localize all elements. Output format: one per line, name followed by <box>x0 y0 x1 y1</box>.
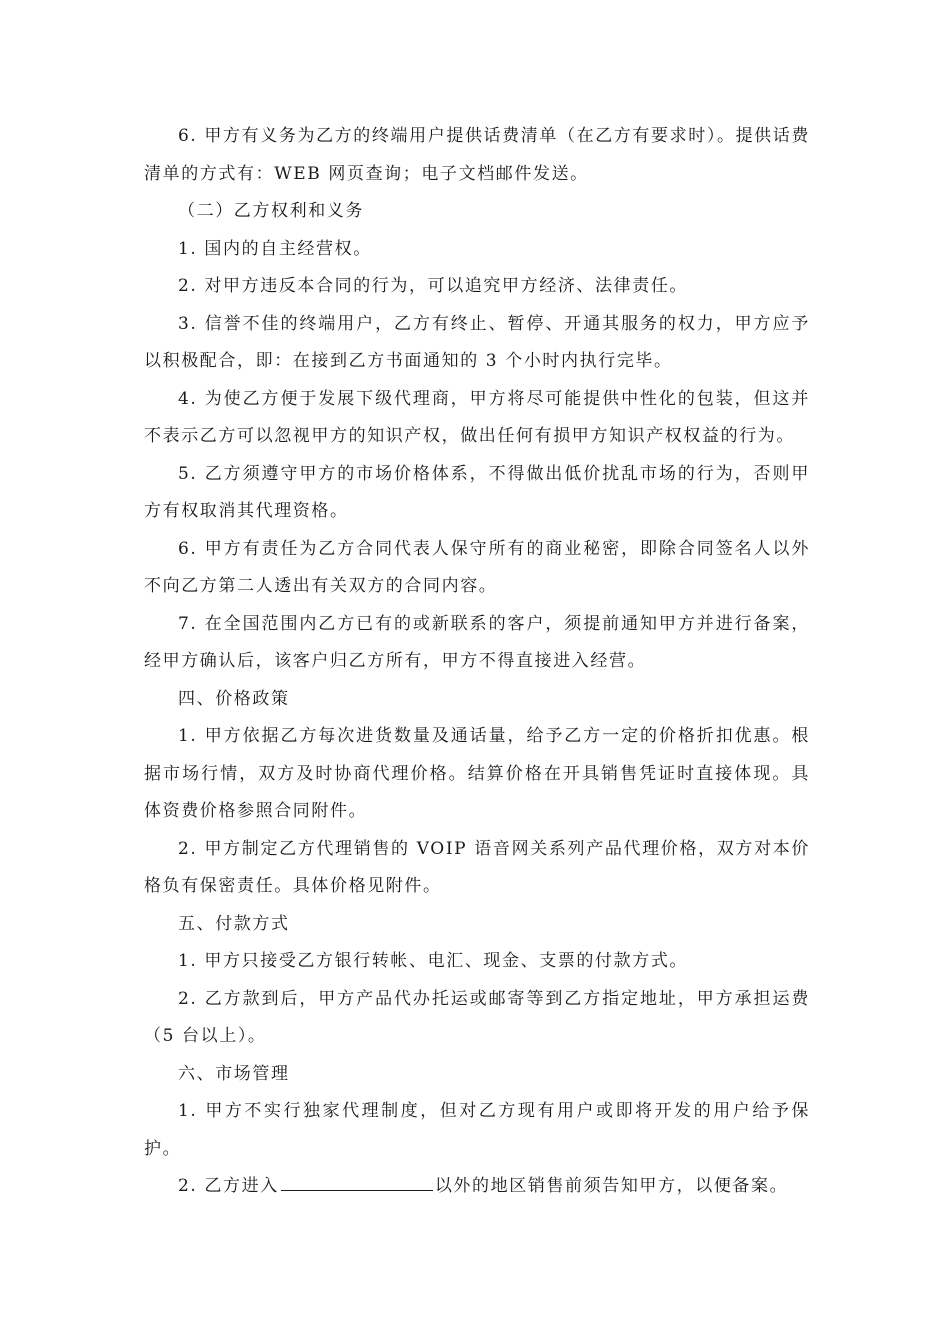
paragraph-market-2-after-blank: 以外的地区销售前须告知甲方，以便备案。 <box>434 1176 789 1196</box>
section-heading-market-management: 六、市场管理 <box>178 1063 290 1084</box>
section-heading-party-b-rights: （二）乙方权利和义务 <box>178 201 364 221</box>
paragraph-right-4: 4. 为使乙方便于发展下级代理商，甲方将尽可能提供中性化的包装，但这并不表示乙方可以忽视甲方的知识产权，做出任何有损甲方知识产权权益的行为。 <box>144 388 810 446</box>
paragraph-payment-2: 2. 乙方款到后，甲方产品代办托运或邮寄等到乙方指定地址，甲方承担运费（5 台以上）。 <box>144 988 810 1046</box>
section-heading-pricing-policy: 四、价格政策 <box>178 688 290 709</box>
fill-in-blank-region[interactable] <box>281 1168 433 1191</box>
paragraph-market-2-before-blank: 2. 乙方进入 <box>178 1176 279 1196</box>
paragraph-right-1: 1. 国内的自主经营权。 <box>178 238 372 259</box>
document-body <box>144 118 810 1206</box>
paragraph-obligation-6: 6. 甲方有义务为乙方的终端用户提供话费清单（在乙方有要求时）。提供话费清单的方式有：WEB 网页查询；电子文档邮件发送。 <box>144 126 810 184</box>
paragraph-payment-1: 1. 甲方只接受乙方银行转帐、电汇、现金、支票的付款方式。 <box>178 951 689 971</box>
paragraph-market-2 <box>144 1168 810 1206</box>
paragraph-right-5: 5. 乙方须遵守甲方的市场价格体系，不得做出低价扰乱市场的行为，否则甲方有权取消其代理资格。 <box>144 463 810 521</box>
paragraph-pricing-2: 2. 甲方制定乙方代理销售的 VOIP 语音网关系列产品代理价格，双方对本价格负有保密责任。具体价格见附件。 <box>144 838 810 896</box>
paragraph-right-7: 7. 在全国范围内乙方已有的或新联系的客户，须提前通知甲方并进行备案，经甲方确认后，该客户归乙方所有，甲方不得直接进入经营。 <box>144 613 810 671</box>
section-heading-payment-method: 五、付款方式 <box>178 913 290 934</box>
paragraph-right-2: 2. 对甲方违反本合同的行为，可以追究甲方经济、法律责任。 <box>178 276 689 296</box>
paragraph-market-1: 1. 甲方不实行独家代理制度，但对乙方现有用户或即将开发的用户给予保护。 <box>144 1101 810 1159</box>
paragraph-right-6: 6. 甲方有责任为乙方合同代表人保守所有的商业秘密，即除合同签名人以外不向乙方第二人透出有关双方的合同内容。 <box>144 538 810 596</box>
paragraph-right-3: 3. 信誉不佳的终端用户，乙方有终止、暂停、开通其服务的权力，甲方应予以积极配合，即：在接到乙方书面通知的 3 个小时内执行完毕。 <box>144 313 810 371</box>
paragraph-pricing-1: 1. 甲方依据乙方每次进货数量及通话量，给予乙方一定的价格折扣优惠。根据市场行情，双方及时协商代理价格。结算价格在开具销售凭证时直接体现。具体资费价格参照合同附件。 <box>144 726 810 821</box>
